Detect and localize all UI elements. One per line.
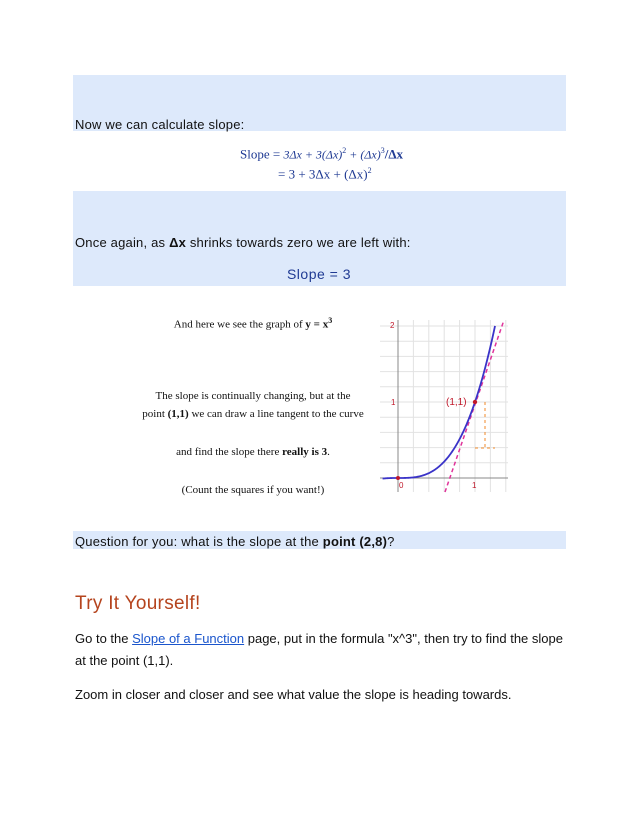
- caption-3-pre: point: [142, 408, 168, 420]
- point-label: (1,1): [446, 397, 467, 408]
- caption-3-bold: (1,1): [167, 408, 189, 420]
- section-heading: Try It Yourself!: [75, 593, 201, 614]
- calc-intro-text: Now we can calculate slope:: [75, 117, 245, 132]
- cubic-graph: [380, 316, 510, 494]
- slope-result: Slope = 3: [286, 266, 352, 282]
- caption-line-3: [118, 408, 388, 420]
- formula-sup2: 3: [380, 146, 385, 155]
- slope-formula-line1: [240, 146, 403, 162]
- caption-4-post: .: [327, 446, 330, 458]
- caption-line-1: [118, 316, 388, 331]
- shrink-post: shrinks towards zero we are left with:: [186, 235, 411, 250]
- x-tick-0: 0: [399, 481, 404, 490]
- shrink-statement: [75, 235, 411, 250]
- origin-point: [396, 476, 400, 480]
- formula-term3: /Δx: [384, 146, 404, 162]
- formula-term1: 3Δx + 3(Δx): [283, 147, 343, 162]
- x-tick-1: 1: [472, 481, 477, 490]
- question-text: [75, 534, 395, 549]
- caption-4-pre: and find the slope there: [176, 446, 283, 458]
- formula-line2-sup: 2: [367, 166, 372, 175]
- shrink-delta: Δx: [169, 235, 187, 250]
- try-post: page, put in the formula "x^3", then try to find the slope at the point (1,1).: [75, 631, 563, 668]
- slope-of-function-link[interactable]: Slope of a Function: [132, 631, 245, 646]
- question-post: ?: [387, 534, 395, 549]
- caption-line-4: [118, 446, 388, 458]
- slope-formula-line2: [278, 166, 372, 182]
- question-bold: point (2,8): [322, 534, 388, 549]
- caption-4-bold: really is 3: [282, 446, 328, 458]
- formula-term2: + (Δx): [346, 147, 381, 162]
- tangent-point: [473, 400, 477, 404]
- caption-1-sup: 3: [328, 316, 333, 325]
- formula-sup1: 2: [342, 146, 347, 155]
- formula-lhs: Slope =: [240, 146, 284, 162]
- caption-1-pre: And here we see the graph of: [173, 318, 306, 331]
- caption-1-bold: y = x: [305, 318, 329, 331]
- zoom-paragraph: Zoom in closer and closer and see what value the slope is heading towards.: [75, 687, 512, 702]
- caption-line-2: The slope is continually changing, but at the: [155, 390, 351, 402]
- question-pre: Question for you: what is the slope at the: [75, 534, 323, 549]
- caption-line-5: (Count the squares if you want!): [181, 484, 325, 496]
- formula-line2-text: = 3 + 3Δx + (Δx): [278, 166, 368, 182]
- y-tick-2: 2: [390, 321, 395, 330]
- y-tick-1: 1: [391, 398, 396, 407]
- try-pre: Go to the: [75, 631, 133, 646]
- caption-3-post: we can draw a line tangent to the curve: [188, 408, 364, 420]
- try-paragraph: [75, 628, 565, 672]
- shrink-pre: Once again, as: [75, 235, 170, 250]
